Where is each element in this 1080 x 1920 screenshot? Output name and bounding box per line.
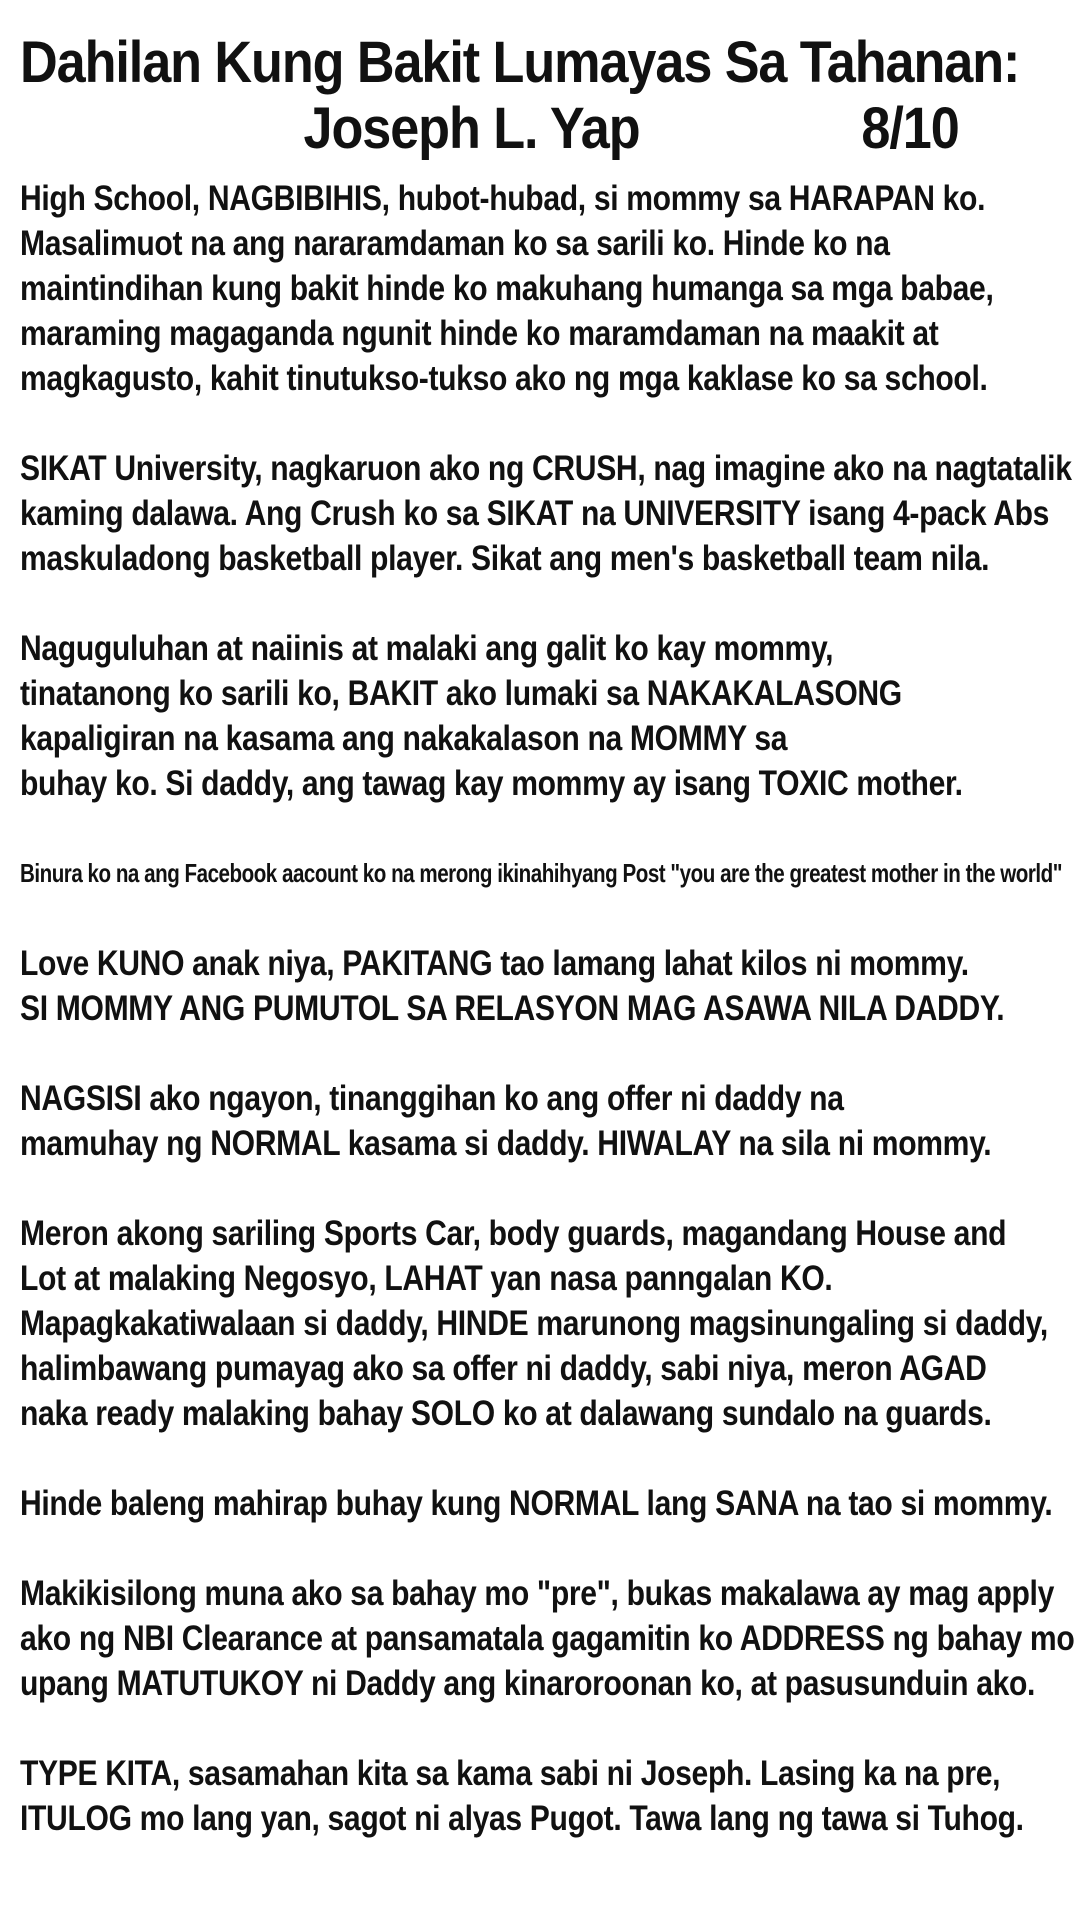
text-line: SI MOMMY ANG PUMUTOL SA RELASYON MAG ASAWA NILA DADDY. [20,989,1005,1028]
text-line: buhay ko. Si daddy, ang tawag kay mommy ay isang TOXIC mother. [20,764,963,803]
paragraph [20,1481,1067,1526]
text-line: maskuladong basketball player. Sikat ang men's basketball team nila. [20,539,990,578]
page-title [20,30,1060,162]
paragraph [20,1751,1067,1841]
text-line: mamuhay ng NORMAL kasama si daddy. HIWALAY na sila ni mommy. [20,1124,992,1163]
text-line: Lot at malaking Negosyo, LAHAT yan nasa panngalan KO. [20,1259,833,1298]
author-name: Joseph L. Yap [303,96,640,161]
text-line: maraming magaganda ngunit hinde ko maramdaman na maakit at [20,314,939,353]
text-line: kapaligiran na kasama ang nakakalason na MOMMY sa [20,719,788,758]
text-line: naka ready malaking bahay SOLO ko at dalawang sundalo na guards. [20,1394,992,1433]
text-line: halimbawang pumayag ako sa offer ni daddy, sabi niya, meron AGAD [20,1349,987,1388]
text-line: tinatanong ko sarili ko, BAKIT ako lumaki sa NAKAKALASONG [20,674,902,713]
text-line: SIKAT University, nagkaruon ako ng CRUSH, nag imagine ako na nagtatalik [20,449,1072,488]
text-line: Love KUNO anak niya, PAKITANG tao lamang lahat kilos ni mommy. [20,944,969,983]
text-line: Hinde baleng mahirap buhay kung NORMAL lang SANA na tao si mommy. [20,1484,1053,1523]
paragraph [20,626,1067,806]
text-line: High School, NAGBIBIHIS, hubot-hubad, si mommy sa HARAPAN ko. [20,179,986,218]
title-text: Dahilan Kung Bakit Lumayas Sa Tahanan: [20,30,1020,95]
paragraph [20,1571,1075,1706]
paragraph [20,1211,1067,1436]
paragraph [20,941,1067,1031]
paragraph [20,176,1067,401]
document-body [20,176,1075,1841]
text-line: maintindihan kung bakit hinde ko makuhang humanga sa mga babae, [20,269,994,308]
text-line: NAGSISI ako ngayon, tinanggihan ko ang offer ni daddy na [20,1079,844,1118]
paragraph [20,1076,1067,1166]
text-line: Binura ko na ang Facebook aacount ko na merong ikinahihyang Post "you are the greatest mother in the world" [20,858,1063,888]
title-subline [20,96,1060,162]
paragraph [20,446,1072,581]
paragraph [20,851,1064,896]
text-line: kaming dalawa. Ang Crush ko sa SIKAT na UNIVERSITY isang 4-pack Abs [20,494,1050,533]
text-line: magkagusto, kahit tinutukso-tukso ako ng mga kaklase ko sa school. [20,359,988,398]
text-line: Masalimuot na ang nararamdaman ko sa sarili ko. Hinde ko na [20,224,890,263]
text-line: Naguguluhan at naiinis at malaki ang galit ko kay mommy, [20,629,834,668]
text-line: Makikisilong muna ako sa bahay mo "pre", bukas makalawa ay mag apply [20,1574,1054,1613]
text-line: ITULOG mo lang yan, sagot ni alyas Pugot. Tawa lang ng tawa si Tuhog. [20,1799,1024,1838]
page-number: 8/10 [861,96,959,161]
text-line: Mapagkakatiwalaan si daddy, HINDE marunong magsinungaling si daddy, [20,1304,1048,1343]
text-line: TYPE KITA, sasamahan kita sa kama sabi ni Joseph. Lasing ka na pre, [20,1754,1001,1793]
text-line: Meron akong sariling Sports Car, body guards, magandang House and [20,1214,1007,1253]
text-line: upang MATUTUKOY ni Daddy ang kinaroroonan ko, at pasusunduin ako. [20,1664,1036,1703]
text-line: ako ng NBI Clearance at pansamatala gagamitin ko ADDRESS ng bahay mo [20,1619,1075,1658]
